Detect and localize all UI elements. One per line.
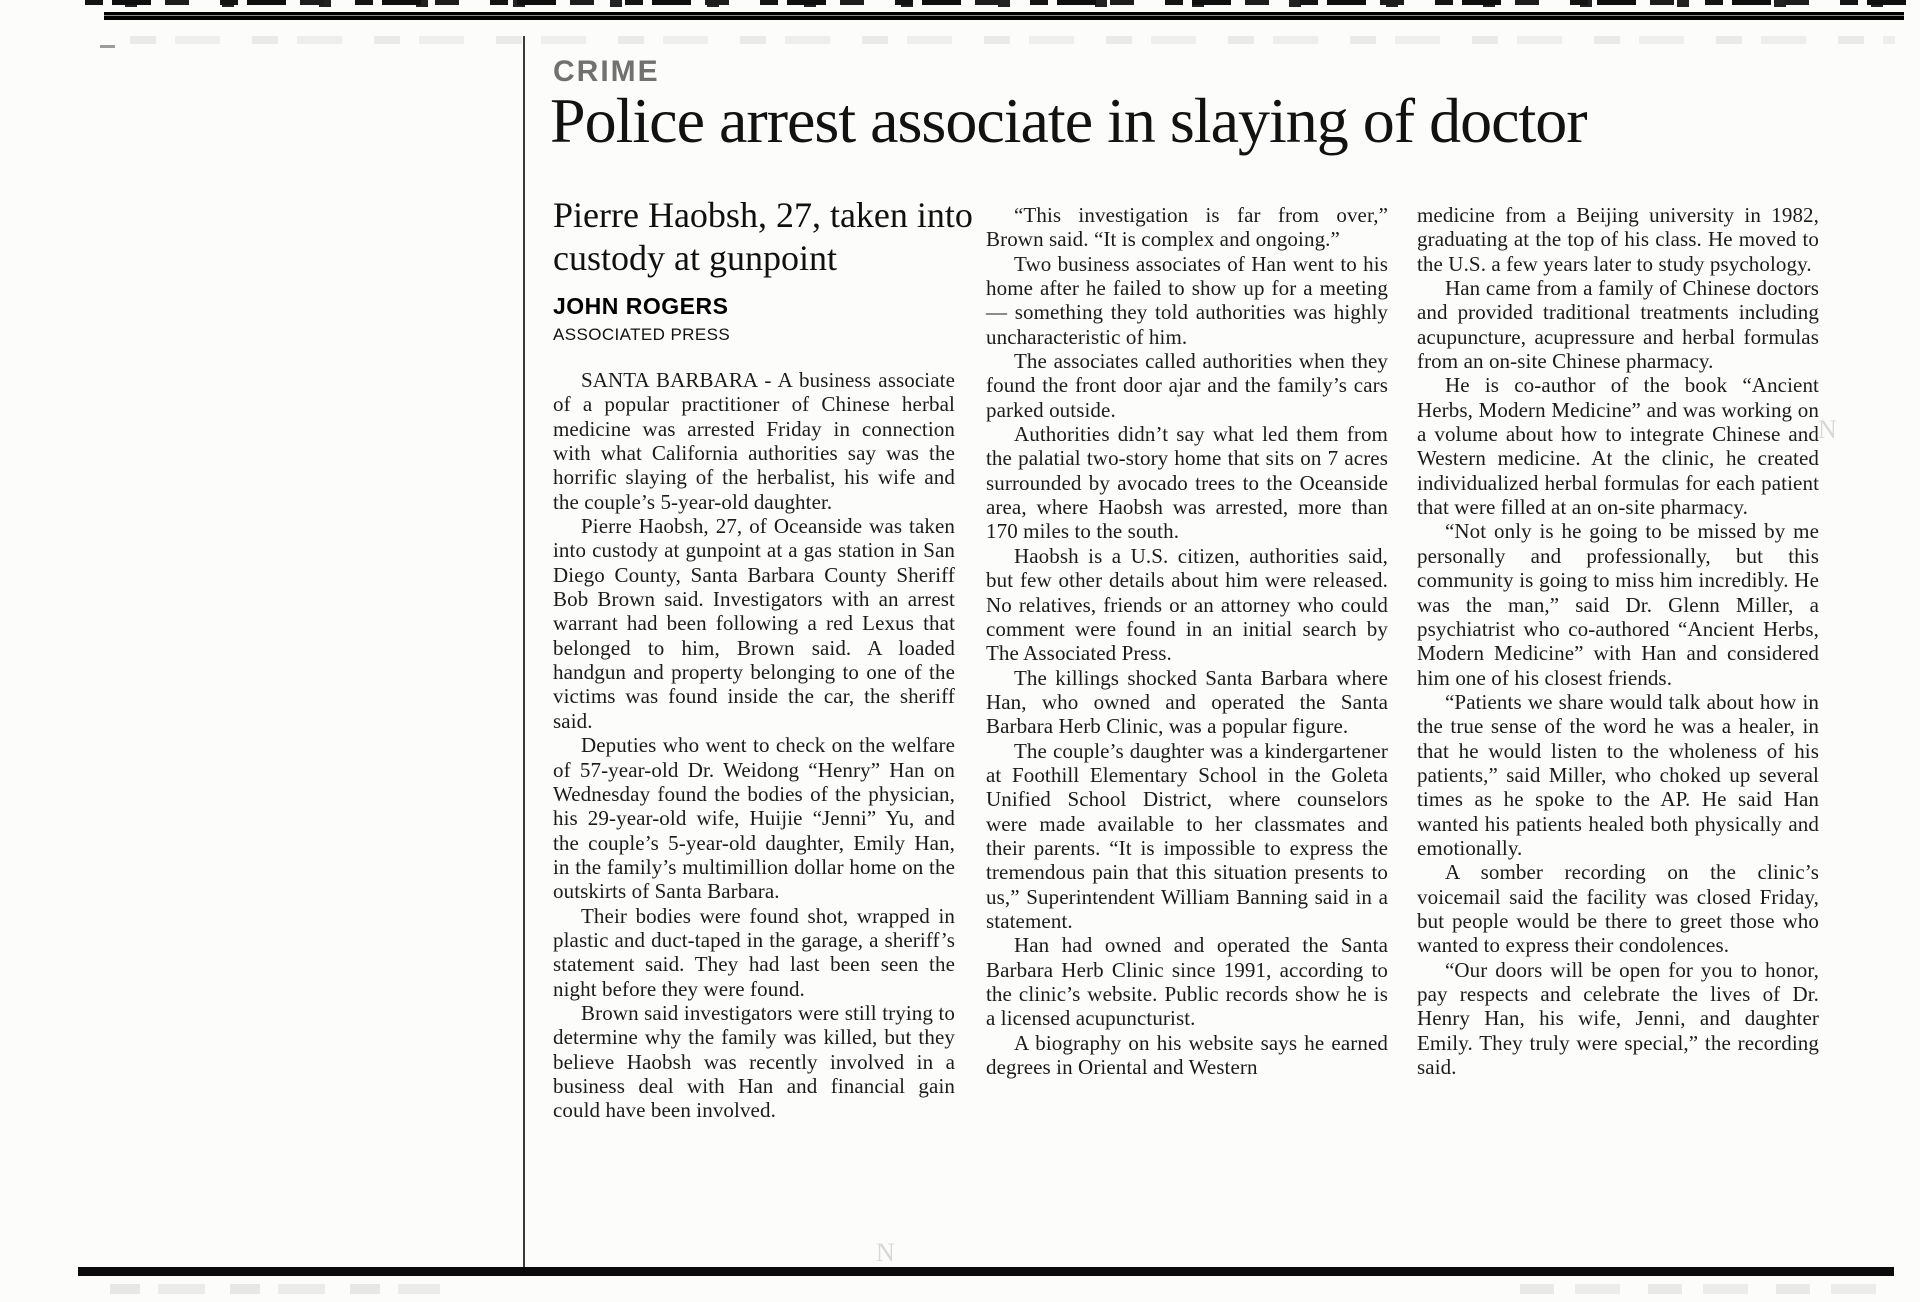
deck-subheadline: Pierre Haobsh, 27, taken into custody at gunpoint xyxy=(553,195,973,278)
body-paragraph: medicine from a Beijing university in 1982, graduating at the top of his class. He moved to the U.S. a few years later to study psychology. xyxy=(1417,203,1819,276)
body-paragraph: “Patients we share would talk about how in the true sense of the word he was a healer, in that he would listen to the wholeness of his patients,” said Miller, who choked up several times as he spoke to the AP. He said Han wanted his patients healed both physically and emotionally. xyxy=(1417,689,1819,860)
column-divider-rule xyxy=(523,36,525,1268)
body-column-1 xyxy=(553,368,955,1252)
bottom-rule xyxy=(78,1267,1894,1276)
scan-ghost-n-icon: N xyxy=(1818,415,1837,444)
body-paragraph: The killings shocked Santa Barbara where Han, who owned and operated the Santa Barbara Herb Clinic, was a popular figure. xyxy=(986,665,1388,739)
body-paragraph: “Our doors will be open for you to honor, pay respects and celebrate the lives of Dr. Henry Han, his wife, Jenni, and daughter Emily. They truly were special,” the recording said. xyxy=(1417,957,1819,1080)
body-paragraph: “Not only is he going to be missed by me personally and professionally, but this community is going to miss him incredibly. He was the man,” said Dr. Glenn Miller, a psychiatrist who co-authored “Ancient Herbs, Modern Medicine” with Han and considered him one of his closest friends. xyxy=(1417,519,1819,690)
body-paragraph: He is co-author of the book “Ancient Herbs, Modern Medicine” and was working on a volume about how to integrate Chinese and Western medicine. At the clinic, he created individualized herbal formulas for each patient that were filled at an on-site pharmacy. xyxy=(1417,373,1819,520)
body-column-3 xyxy=(1417,203,1819,1233)
headline: Police arrest associate in slaying of doctor xyxy=(550,85,1587,156)
body-paragraph: SANTA BARBARA - A business associate of a popular practitioner of Chinese herbal medicine was arrested Friday in connection with what California authorities say was the horrific slaying of the herbalist, his wife and the couple’s 5-year-old daughter. xyxy=(553,368,955,514)
body-paragraph: Two business associates of Han went to his home after he failed to show up for a meeting — something they told authorities was highly uncharacteristic of him. xyxy=(986,251,1388,349)
body-paragraph: Han had owned and operated the Santa Barbara Herb Clinic since 1991, according to the clinic’s website. Public records show he is a licensed acupuncturist. xyxy=(986,933,1388,1031)
body-paragraph: Han came from a family of Chinese doctors and provided traditional treatments including acupuncture, acupressure and herbal formulas from an on-site Chinese pharmacy. xyxy=(1417,276,1819,374)
section-kicker: CRIME xyxy=(553,55,660,88)
scan-artifact-top-strip xyxy=(85,0,1908,7)
body-paragraph: Their bodies were found shot, wrapped in plastic and duct-taped in the garage, a sheriff’s statement said. They had last been seen the night before they were found. xyxy=(553,903,955,1001)
scan-artifact-bottom-right xyxy=(1520,1284,1890,1294)
body-paragraph: Brown said investigators were still trying to determine why the family was killed, but they believe Haobsh was recently involved in a business deal with Han and financial gain could have been involved. xyxy=(553,1000,955,1123)
body-paragraph: Authorities didn’t say what led them from the palatial two-story home that sits on 7 acres surrounded by avocado trees to the Oceanside area, where Haobsh was arrested, more than 170 miles to the south. xyxy=(986,422,1388,544)
top-rule xyxy=(104,12,1904,20)
byline-author: JOHN ROGERS xyxy=(553,293,729,319)
body-column-2 xyxy=(986,203,1388,1252)
body-paragraph: The couple’s daughter was a kindergartener at Foothill Elementary School in the Goleta Unified School District, where counselors were made available to her classmates and their parents. “It is impossible to express the tremendous pain that this situation presents to us,” Superintendent William Banning said in a statement. xyxy=(986,738,1388,933)
body-paragraph: The associates called authorities when they found the front door ajar and the family’s cars parked outside. xyxy=(986,349,1388,422)
scan-ghost-n-icon: N xyxy=(876,1238,895,1267)
body-paragraph: A somber recording on the clinic’s voicemail said the facility was closed Friday, but people would be there to greet those who wanted to express their condolences. xyxy=(1417,860,1819,958)
body-paragraph: Haobsh is a U.S. citizen, authorities said, but few other details about him were released. No relatives, friends or an attorney who could comment were found in an initial search by The Associated Press. xyxy=(986,543,1388,666)
body-paragraph: Pierre Haobsh, 27, of Oceanside was taken into custody at gunpoint at a gas station in San Diego County, Santa Barbara County Sheriff Bob Brown said. Investigators with an arrest warrant had been following a red Lexus that belonged to him, Brown said. A loaded handgun and property belonging to one of the victims was found inside the car, the sheriff said. xyxy=(553,514,955,733)
body-paragraph: A biography on his website says he earned degrees in Oriental and Western xyxy=(986,1030,1388,1080)
byline-credit: ASSOCIATED PRESS xyxy=(553,325,731,344)
scan-artifact-dash xyxy=(100,45,115,48)
body-paragraph: “This investigation is far from over,” Brown said. “It is complex and ongoing.” xyxy=(986,203,1388,252)
scan-artifact-faint-row xyxy=(130,36,1895,44)
body-paragraph: Deputies who went to check on the welfare of 57-year-old Dr. Weidong “Henry” Han on Wednesday found the bodies of the physician, his 29-year-old wife, Huijie “Jenni” Yu, and the couple’s 5-year-old daughter, Emily Han, in the family’s multimillion dollar home on the outskirts of Santa Barbara. xyxy=(553,733,955,904)
scan-artifact-bottom-left xyxy=(110,1284,440,1294)
